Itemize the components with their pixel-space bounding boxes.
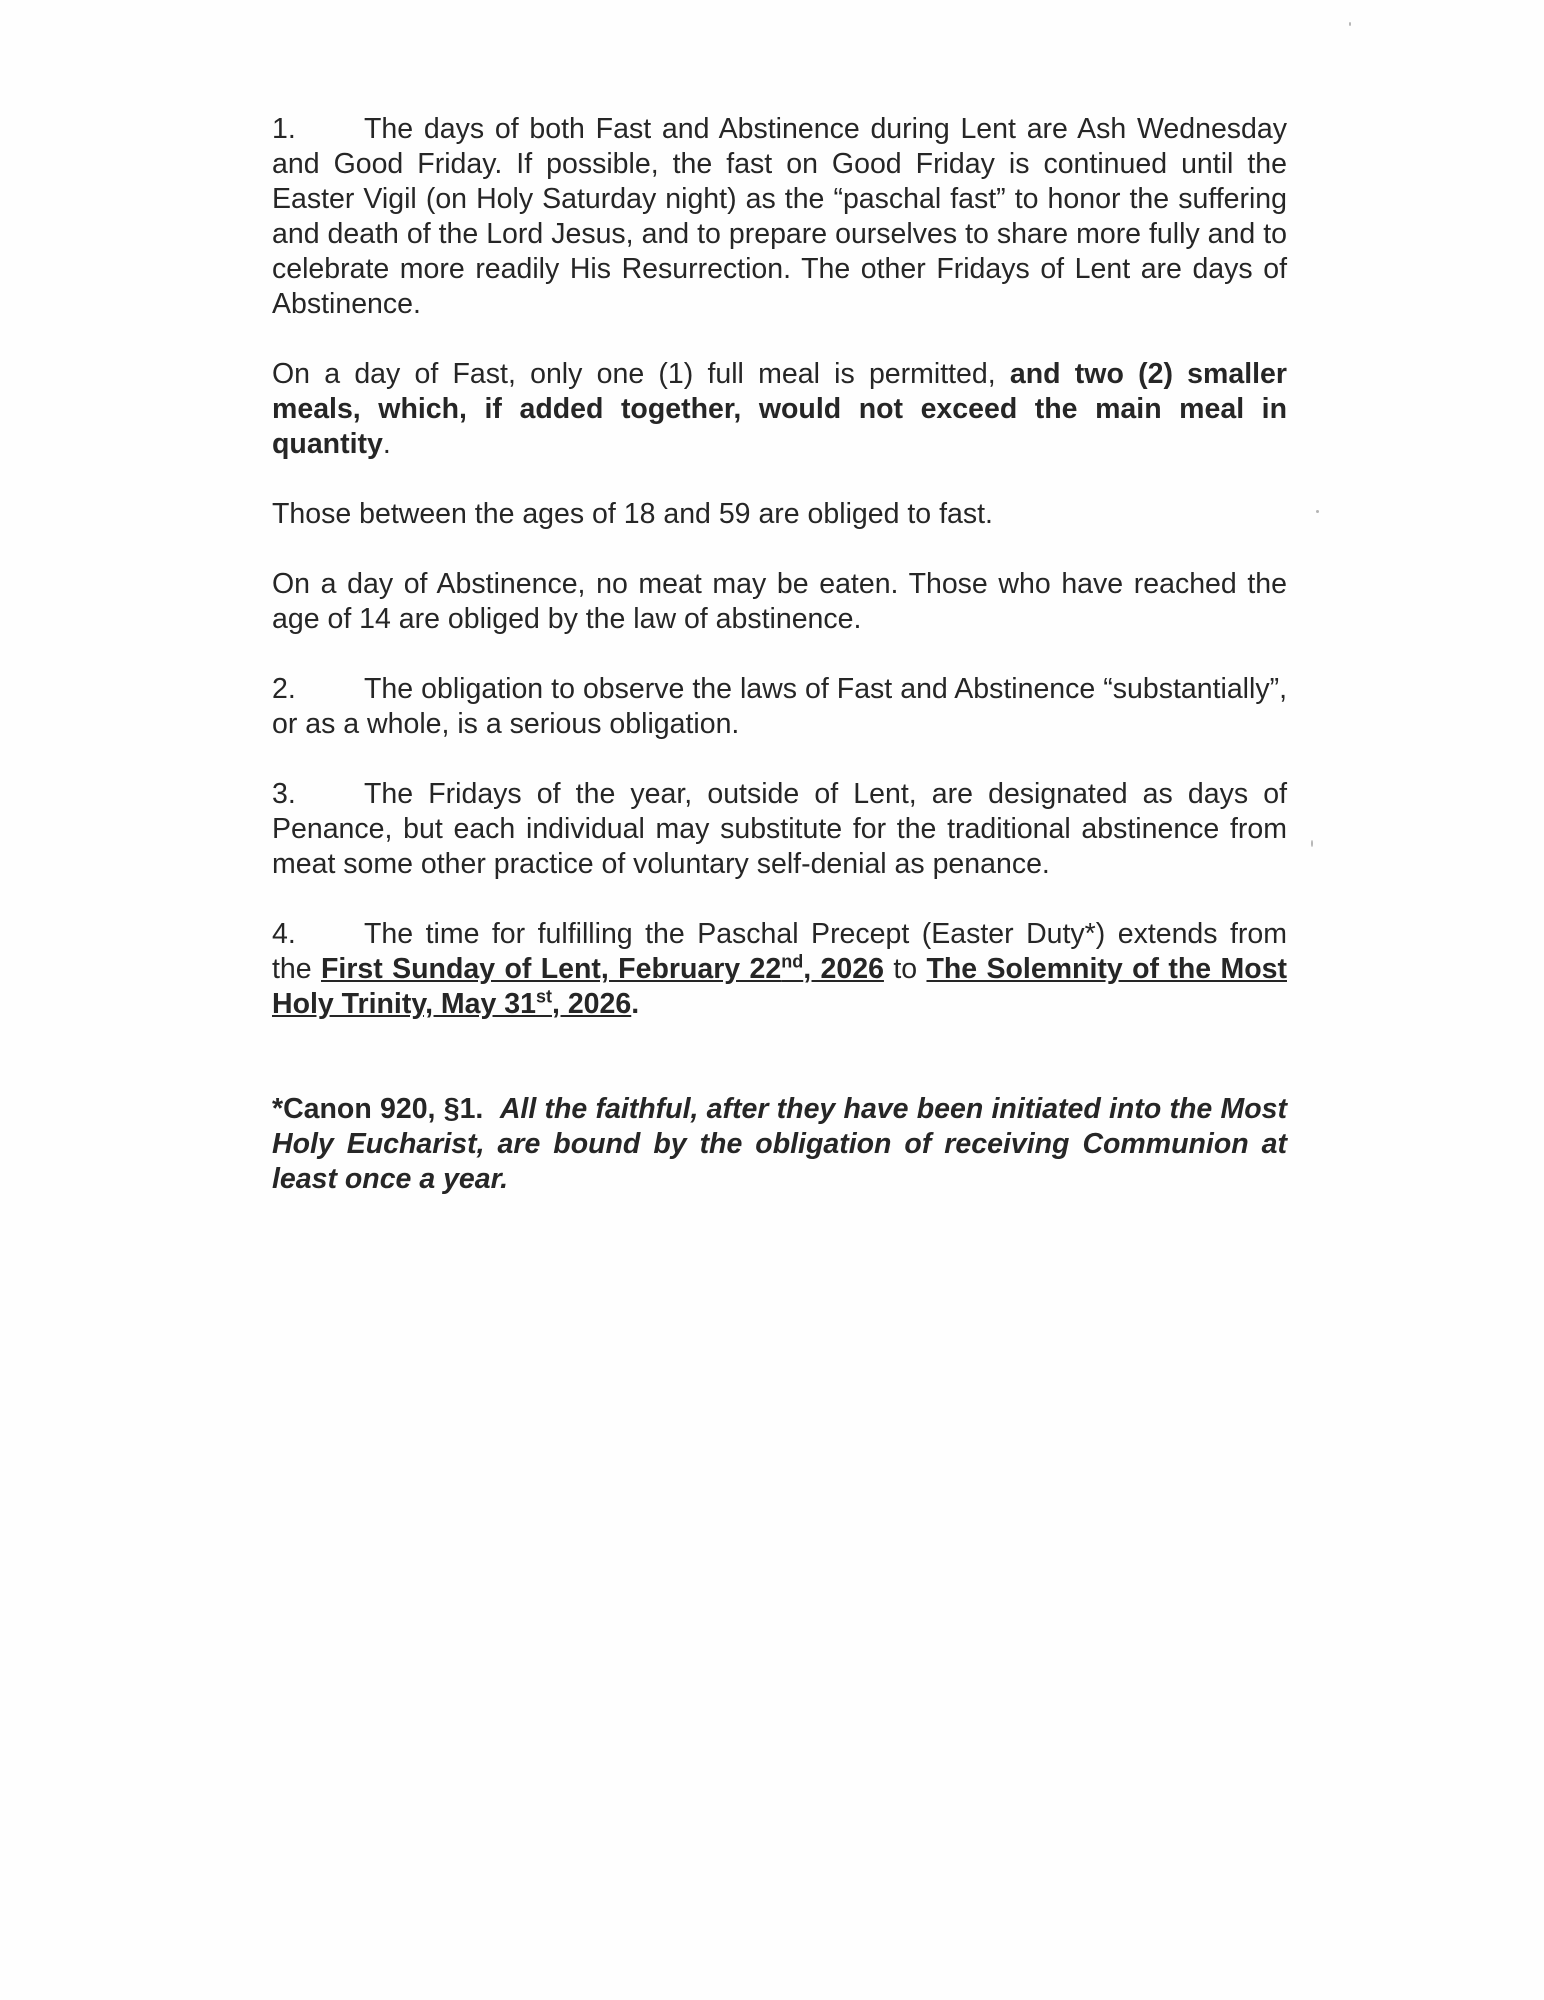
section-number: 4. — [272, 918, 296, 950]
scan-speck — [1349, 22, 1351, 26]
date-first-sunday-of-lent: First Sunday of Lent, February 22nd, 2026 — [321, 951, 884, 985]
section-text: The time for fulfilling the Paschal Precept (Easter Duty*) extends from the — [272, 918, 1287, 985]
section-1 — [272, 112, 1287, 322]
canon-note — [272, 1092, 1287, 1197]
fast-rule-text: On a day of Fast, only one (1) full meal is permitted, — [272, 358, 1010, 390]
section-number: 3. — [272, 778, 296, 810]
section-text: The obligation to observe the laws of Fast and Abstinence “substantially”, or as a whole, is a serious obligation. — [272, 673, 1287, 740]
section-number: 1. — [272, 113, 296, 145]
document-body — [272, 112, 1287, 1232]
section-text: The Fridays of the year, outside of Lent, are designated as days of Penance, but each individual may substitute for the traditional abstinence from meat some other practice of voluntary self-denial as penance. — [272, 778, 1287, 880]
scan-speck — [1316, 510, 1319, 513]
connector-text: to — [883, 953, 927, 985]
fast-ages — [272, 497, 1287, 532]
date-holy-trinity: The Solemnity of the Most Holy Trinity, May 31st, 2026 — [272, 953, 1287, 1020]
section-text: The days of both Fast and Abstinence during Lent are Ash Wednesday and Good Friday. If possible, the fast on Good Friday is continued until the Easter Vigil (on Holy Saturday night) as the “paschal fast” to honor the suffering and death of the Lord Jesus, and to prepare ourselves to share more fully and to celebrate more readily His Resurrection. The other Fridays of Lent are days of Abstinence. — [272, 113, 1287, 320]
section-end: . — [631, 988, 640, 1020]
section-2 — [272, 672, 1287, 742]
abstinence-rule-text: On a day of Abstinence, no meat may be eaten. Those who have reached the age of 14 are obliged by the law of abstinence. — [272, 568, 1287, 635]
fast-rule-bold-text: and two (2) smaller meals, which, if added together, would not exceed the main meal in quantity — [272, 358, 1287, 460]
section-3 — [272, 777, 1287, 882]
section-number: 2. — [272, 673, 296, 705]
fast-rule-end: . — [382, 428, 391, 460]
scan-speck — [1311, 840, 1313, 847]
fast-ages-text: Those between the ages of 18 and 59 are obliged to fast. — [272, 498, 993, 530]
canon-text: All the faithful, after they have been initiated into the Most Holy Eucharist, are bound by the obligation of receiving Communion at least once a year. — [272, 1093, 1287, 1195]
abstinence-rule — [272, 567, 1287, 637]
canon-label: *Canon 920, §1. — [272, 1093, 484, 1125]
fast-rule — [272, 357, 1287, 462]
section-4 — [272, 917, 1287, 1022]
